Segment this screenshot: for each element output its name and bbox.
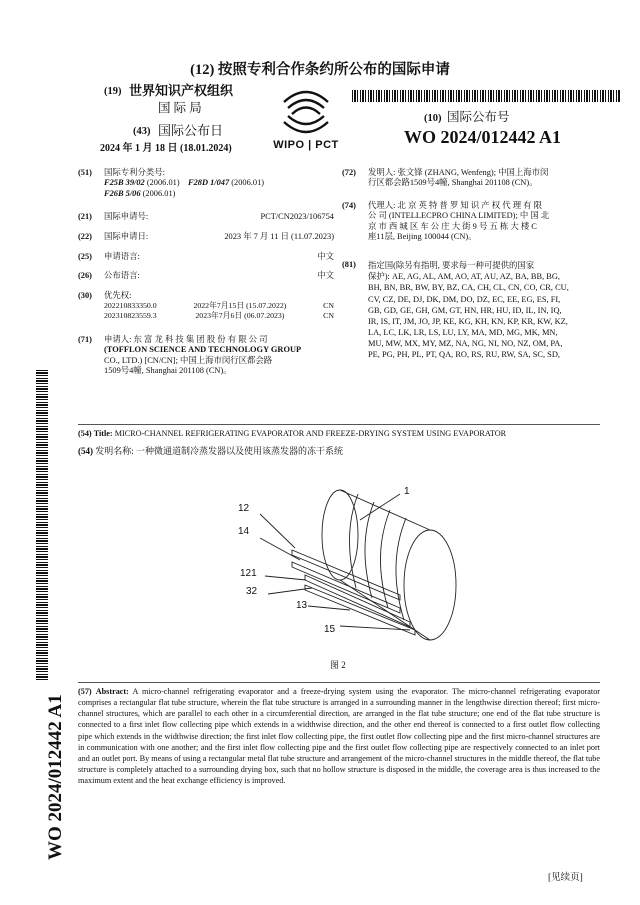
pubdate-value: 2024 年 1 月 18 日 (18.01.2024) xyxy=(100,143,232,154)
pubno-label: 国际公布号 xyxy=(447,110,510,124)
collecting-pipe xyxy=(305,575,410,627)
cylinder-far-rim xyxy=(322,490,358,580)
figure-label: 32 xyxy=(246,586,258,597)
org-sub: 国 际 局 xyxy=(158,101,202,115)
title-english: (54) Title: MICRO-CHANNEL REFRIGERATING EVAPORATOR AND FREEZE-DRYING SYSTEM USING EVAPORATOR xyxy=(78,429,507,438)
cylinder-near-rim xyxy=(404,530,456,640)
continued-on-next-page: [见续页] xyxy=(548,873,583,883)
abstract: (57) Abstract: A micro-channel refrigerating evaporator and a freeze-drying system using the evaporator. The micro-channel refrigerating evaporator comprises a rectangular flat tube structure, wherein the flat tube structure is arranged in a surrounding manner in the lengthwise direction thereof; first micro-channel structures, which are parallel to each other in a circumferential direction, are arranged in the flat tube structure; one end of the flat tube structure is connected to a first inlet flow collecting pipe which extends in a widthwise direction, and the other end thereof is connected to a first outlet flow collecting pipe which extends in the widthwise direction; the first inlet flow collecting pipe, the first outlet flow collecting pipe and the first micro-channel structures are in communication with one another; and the first inlet flow collecting pipe and the first outlet flow collecting pipe are respectively connected to an inlet port and an outlet port. By means of using a rectangular metal flat tube structure and arrangement of the micro-channel structures in the middle thereof, the flat tube structure is completely attached to a surrounding drying box, such that no hollow structure is disposed in the middle, the coverage area is thus increased to the maximum extent and the heat exchange efficiency is improved. xyxy=(78,687,601,786)
pubno-value: WO 2024/012442 A1 xyxy=(404,127,562,147)
figure-caption: 图 2 xyxy=(330,660,346,670)
wipo-logo-text: WIPO | PCT xyxy=(273,139,339,151)
cylinder-band xyxy=(396,518,406,620)
document-title: (12) 按照专利合作条约所公布的国际申请 xyxy=(190,62,450,78)
org-name: 世界知识产权组织 xyxy=(129,83,234,98)
figure-label: 13 xyxy=(296,600,308,611)
figure-label: 121 xyxy=(240,568,257,579)
priority-row: 202210833350.0 2022年7月15日 (15.07.2022) CN xyxy=(104,301,334,311)
leader-line xyxy=(260,494,410,630)
wipo-emblem-icon xyxy=(268,84,344,140)
side-publication-number: WO 2024/012442 A1 xyxy=(45,694,66,860)
divider xyxy=(78,682,600,683)
org-code: (19) xyxy=(104,86,122,97)
cylinder-band xyxy=(380,510,390,608)
barcode-top xyxy=(352,90,620,102)
pubdate-code: (43) xyxy=(133,126,151,137)
title-chinese: (54) 发明名称: 一种微通道制冷蒸发器以及使用该蒸发器的冻干系统 xyxy=(78,446,344,456)
barcode-side xyxy=(36,370,48,680)
priority-row: 202310823559.3 2023年7月6日 (06.07.2023) CN xyxy=(104,310,334,320)
figure-label: 1 xyxy=(404,486,410,497)
pubno-code: (10) xyxy=(424,113,442,124)
collecting-pipe xyxy=(292,562,400,613)
figure-label: 14 xyxy=(238,526,250,537)
pubdate-label: 国际公布日 xyxy=(158,123,224,138)
cylinder-band xyxy=(349,494,358,588)
abstract-text: A micro-channel refrigerating evaporator and a freeze-drying system using the evaporator. The micro-channel refrigerating evaporator comprises a rectangular flat tube structure, wherein the flat tube structure is arranged in a surrounding manner in the lengthwise direction thereof; first micro-channel structures, which are parallel to each other in a circumferential direction, are arranged in the flat tube structure; one end of the flat tube structure is connected to a first inlet flow collecting pipe which extends in a widthwise direction, and the other end thereof is connected to a first outlet flow collecting pipe which extends in the widthwise direction; the first inlet flow collecting pipe, the first outlet flow collecting pipe and the first micro-channel structures are in communication with one another; and the first inlet flow collecting pipe and the first outlet flow collecting pipe are respectively connected to an inlet port and an outlet port. By means of using a rectangular metal flat tube structure and arrangement of the micro-channel structures in the middle thereof, the flat tube structure is completely attached to a surrounding drying box, such that no hollow structure is disposed in the middle, the coverage area is thus increased to the maximum extent and the heat exchange efficiency is improved. xyxy=(78,687,601,786)
divider xyxy=(78,424,600,425)
figure-label: 12 xyxy=(238,503,250,514)
figure-label: 15 xyxy=(324,624,336,635)
wipo-logo xyxy=(268,84,344,154)
figure-drawing xyxy=(220,480,470,650)
